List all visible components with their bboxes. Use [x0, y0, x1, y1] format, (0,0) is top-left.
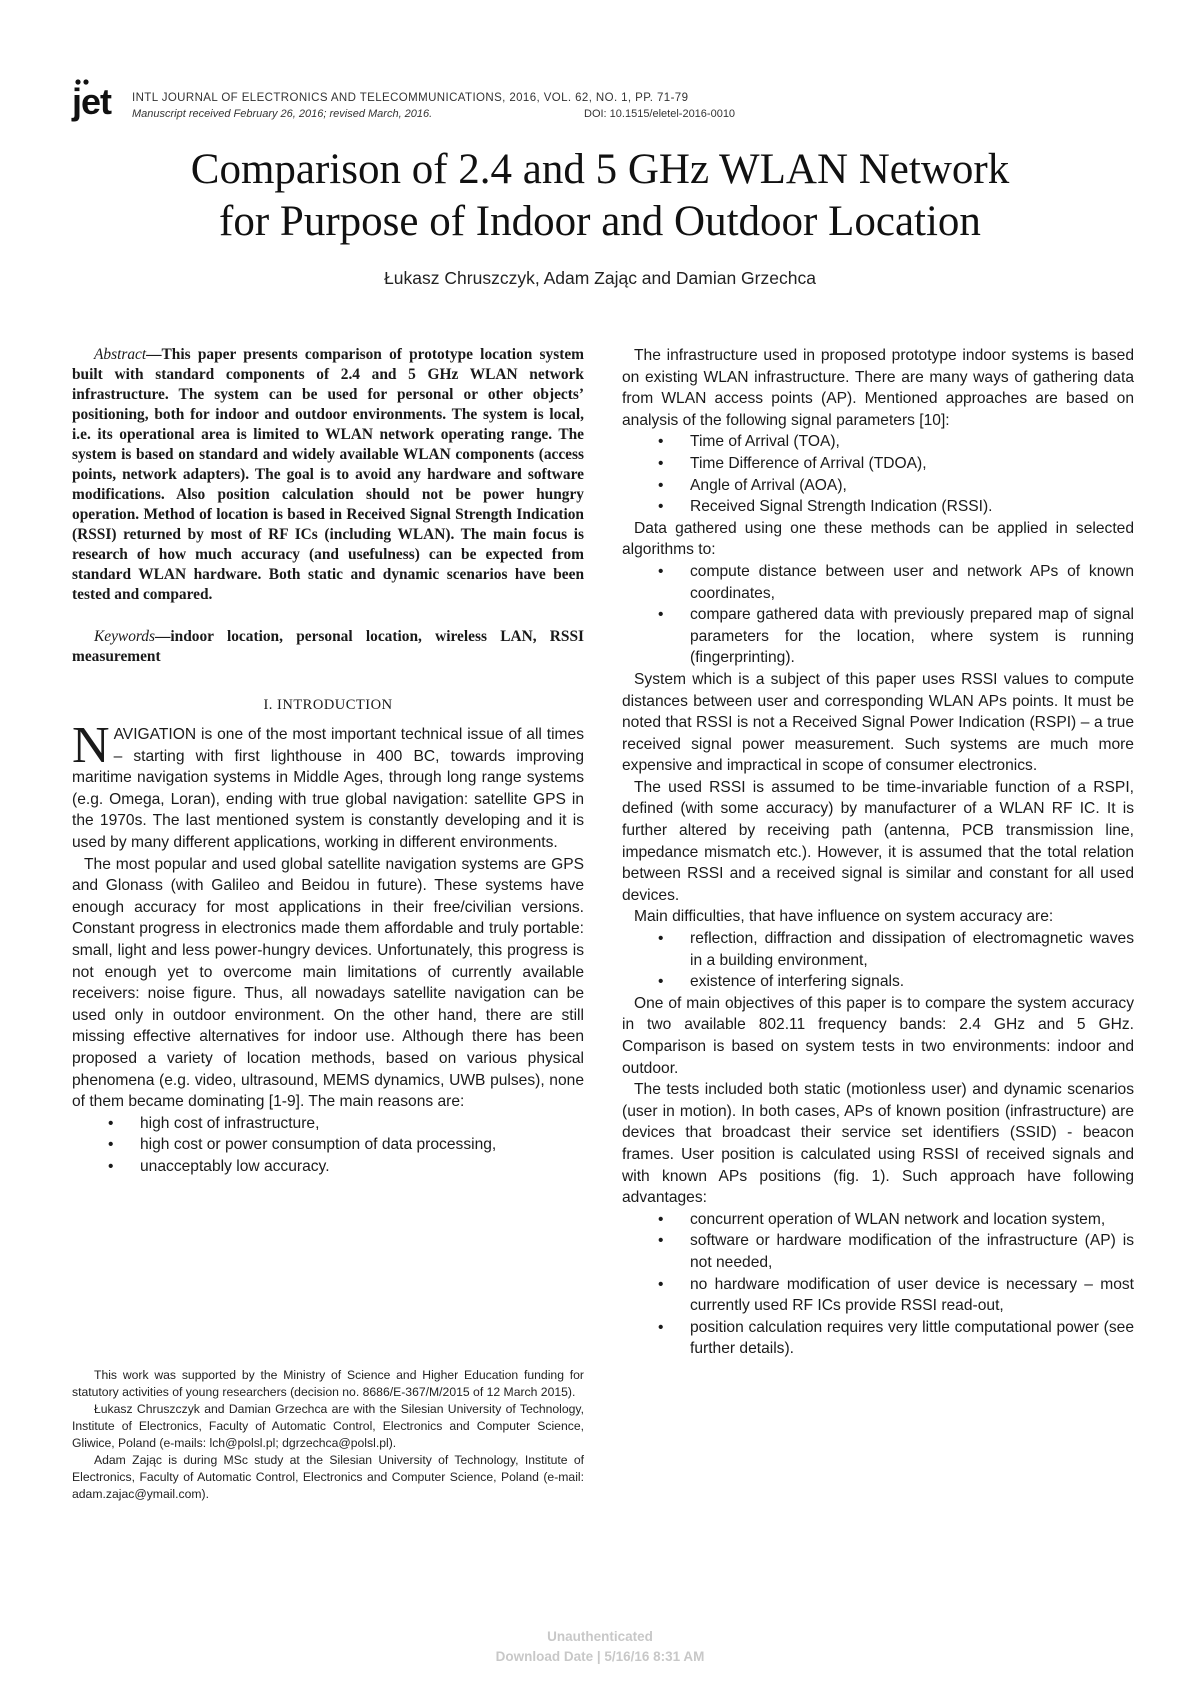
list-item-text: compare gathered data with previously prepared map of signal parameters for the location, where system is running (fingerprinting). — [690, 606, 1134, 667]
advantages-list — [622, 1209, 1134, 1360]
abstract-text: —This paper presents comparison of prototype location system built with standard components of 2.4 and 5 GHz WLAN network infrastructure. The system can be used for personal or other objects’ positioning, both for indoor and outdoor environments. The system is local, i.e. its operational area is limited to WLAN network operating range. The system is based on standard and widely available WLAN components (access points, network adapters). The goal is to avoid any hardware and software modifications. Also position calculation should not be power hungry operation. Method of location is based in Received Signal Strength Indication (RSSI) returned by most of RF ICs (including WLAN). The main focus is research of how much accuracy (and usefulness) can be expected from standard WLAN hardware. Both static and dynamic scenarios have been tested and compared. — [72, 346, 584, 603]
doi: DOI: 10.1515/eletel-2016-0010 — [584, 108, 736, 120]
bullet-icon: • — [108, 1157, 114, 1175]
bullet-icon: • — [658, 498, 664, 516]
title-line-1: Comparison of 2.4 and 5 GHz WLAN Network — [190, 146, 1010, 193]
list-item-text: software or hardware modification of the infrastructure (AP) is not needed, — [690, 1232, 1134, 1271]
right-paragraph-2: Data gathered using one these methods can be applied in selected algorithms to: — [622, 519, 1134, 559]
keywords — [72, 627, 584, 667]
drop-cap: N — [72, 717, 110, 774]
footnote-affiliation-1: Łukasz Chruszczyk and Damian Grzechca are with the Silesian University of Technology, Institute of Electronics, Faculty of Automatic Control, Electronics and Computer Science, Gliwice, Poland (e-mails: lch@polsl.pl; dgrzechca@polsl.pl). — [72, 1402, 584, 1450]
journal-citation: INTL JOURNAL OF ELECTRONICS AND TELECOMMUNICATIONS, 2016, VOL. 62, NO. 1, PP. 71-79 — [132, 92, 689, 104]
right-column — [622, 345, 1134, 1360]
journal-header — [72, 80, 1132, 130]
bullet-icon: • — [658, 1275, 664, 1293]
list-item-text: compute distance between user and network APs of known coordinates, — [690, 562, 1134, 602]
list-item — [622, 1230, 1134, 1273]
bullet-icon: • — [658, 1232, 664, 1250]
manuscript-dates: Manuscript received February 26, 2016; revised March, 2016. — [132, 108, 433, 120]
footnote-affiliation-2: Adam Zając is during MSc study at the Silesian University of Technology, Institute of Electronics, Faculty of Automatic Control, Electronics and Computer Science, Poland (e-mail: adam.zajac@ymail.com). — [72, 1453, 584, 1501]
bullet-icon: • — [658, 973, 664, 991]
right-paragraph-4: The used RSSI is assumed to be time-invariable function of a RSPI, defined (with some accuracy) by manufacturer of a WLAN RF IC. It is further altered by receiving path (antenna, PCB transmission line, impedance mismatch etc.). However, it is assumed that the total relation between RSSI and a received signal is similar and constant for all used devices. — [622, 778, 1134, 904]
title-line-2: for Purpose of Indoor and Outdoor Location — [219, 198, 981, 245]
list-item — [72, 1134, 584, 1156]
right-paragraph-3: System which is a subject of this paper uses RSSI values to compute distances between user and corresponding WLAN APs points. It must be noted that RSSI is not a Received Signal Power Indication (RSPI) – a true received signal power measurement. Such systems are much more expensive and impractical in scope of consumer electronics. — [622, 670, 1134, 775]
right-paragraph-7: The tests included both static (motionless user) and dynamic scenarios (user in motion). In both cases, APs of known position (infrastructure) are devices that broadcast their service set identifiers (SSID) - beacon frames. User position is calculated using RSSI of received signals and with known APs positions (fig. 1). Such approach have following advantages: — [622, 1081, 1134, 1207]
list-item-text: Received Signal Strength Indication (RSSI). — [690, 498, 993, 516]
bullet-icon: • — [658, 1318, 664, 1336]
list-item-text: reflection, diffraction and dissipation of electromagnetic waves in a building environment, — [690, 930, 1134, 969]
list-item — [622, 475, 1134, 497]
list-item — [622, 453, 1134, 475]
algorithms-list — [622, 561, 1134, 669]
list-item-text: unacceptably low accuracy. — [140, 1157, 330, 1175]
watermark-line-2: Download Date | 5/16/16 8:31 AM — [495, 1649, 705, 1664]
footnote-funding: This work was supported by the Ministry of Science and Higher Education funding for statutory activities of young researchers (decision no. 8686/E-367/M/2015 of 12 March 2015). — [72, 1368, 584, 1399]
reasons-list — [72, 1113, 584, 1178]
list-item — [622, 1274, 1134, 1317]
difficulties-list — [622, 928, 1134, 993]
journal-logo: jet — [72, 81, 112, 122]
bullet-icon: • — [658, 433, 664, 451]
keywords-text: —indoor location, personal location, wireless LAN, RSSI measurement — [72, 628, 584, 665]
bullet-icon: • — [658, 1210, 664, 1228]
list-item — [622, 1317, 1134, 1360]
list-item-text: existence of interfering signals. — [690, 973, 905, 991]
signal-parameters-list — [622, 431, 1134, 517]
section-heading-introduction: I. INTRODUCTION — [263, 697, 393, 713]
intro-paragraph-2: The most popular and used global satellite navigation systems are GPS and Glonass (with Galileo and Beidou in future). These systems have enough accuracy for most applications in their free/civilian versions. Constant progress in electronics made them affordable and truly portable: small, light and less power-hungry devices. Unfortunately, this progress is not enough yet to overcome main limitations of currently available receivers: noise figure. Thus, all nowadays satellite navigation can be used only in outdoor environment. On the other hand, there are still missing effective alternatives for indoor use. Although there has been proposed a variety of location methods, based on various physical phenomena (e.g. video, ultrasound, MEMS dynamics, UWB pulses), none of them became dominating [1-9]. The main reasons are: — [72, 855, 584, 1111]
list-item-text: Time Difference of Arrival (TDOA), — [690, 454, 927, 472]
list-item — [622, 928, 1134, 971]
list-item-text: high cost or power consumption of data processing, — [140, 1136, 497, 1154]
bullet-icon: • — [658, 606, 664, 624]
paper-title — [90, 144, 1110, 248]
list-item-text: concurrent operation of WLAN network and location system, — [690, 1210, 1106, 1228]
bullet-icon: • — [108, 1114, 114, 1132]
left-column — [72, 345, 584, 1177]
list-item — [622, 431, 1134, 453]
bullet-icon: • — [108, 1136, 114, 1154]
list-item — [72, 1156, 584, 1178]
list-item-text: high cost of infrastructure, — [140, 1114, 320, 1132]
keywords-label: Keywords — [94, 628, 155, 645]
list-item — [622, 1209, 1134, 1231]
watermark-line-1: Unauthenticated — [547, 1629, 653, 1644]
bullet-icon: • — [658, 476, 664, 494]
right-paragraph-1: The infrastructure used in proposed prototype indoor systems is based on existing WLAN infrastructure. There are many ways of gathering data from WLAN access points (AP). Mentioned approaches are based on analysis of the following signal parameters [10]: — [622, 347, 1134, 429]
list-item — [622, 971, 1134, 993]
intro-paragraph-1 — [72, 717, 584, 854]
abstract-label: Abstract — [94, 346, 147, 363]
intro-paragraph-1-text: AVIGATION is one of the most important technical issue of all times – starting with first lighthouse in 400 BC, towards improving maritime navigation systems in Middle Ages, through long range systems (e.g. Omega, Loran), ending with true global navigation: satellite GPS in the 1970s. The last mentioned system is constantly developing and it is used by many different applications, working in different environments. — [72, 726, 584, 851]
list-item-text: position calculation requires very little computational power (see further details). — [690, 1318, 1134, 1358]
list-item-text: Angle of Arrival (AOA), — [690, 476, 847, 494]
list-item-text: Time of Arrival (TOA), — [690, 433, 840, 451]
bullet-icon: • — [658, 562, 664, 580]
bullet-icon: • — [658, 454, 664, 472]
download-watermark — [400, 1627, 800, 1667]
bullet-icon: • — [658, 930, 664, 948]
list-item — [622, 561, 1134, 604]
right-paragraph-6: One of main objectives of this paper is to compare the system accuracy in two available 802.11 frequency bands: 2.4 GHz and 5 GHz. Comparison is based on system tests in two environments: indoor and outdoor. — [622, 994, 1134, 1077]
list-item — [622, 496, 1134, 518]
list-item — [72, 1113, 584, 1135]
footnotes — [72, 1367, 584, 1503]
right-paragraph-5: Main difficulties, that have influence on system accuracy are: — [634, 908, 1054, 926]
list-item — [622, 604, 1134, 669]
list-item-text: no hardware modification of user device is necessary – most currently used RF ICs provide RSSI read-out, — [690, 1275, 1134, 1315]
abstract — [72, 345, 584, 605]
authors: Łukasz Chruszczyk, Adam Zając and Damian Grzechca — [384, 268, 816, 288]
